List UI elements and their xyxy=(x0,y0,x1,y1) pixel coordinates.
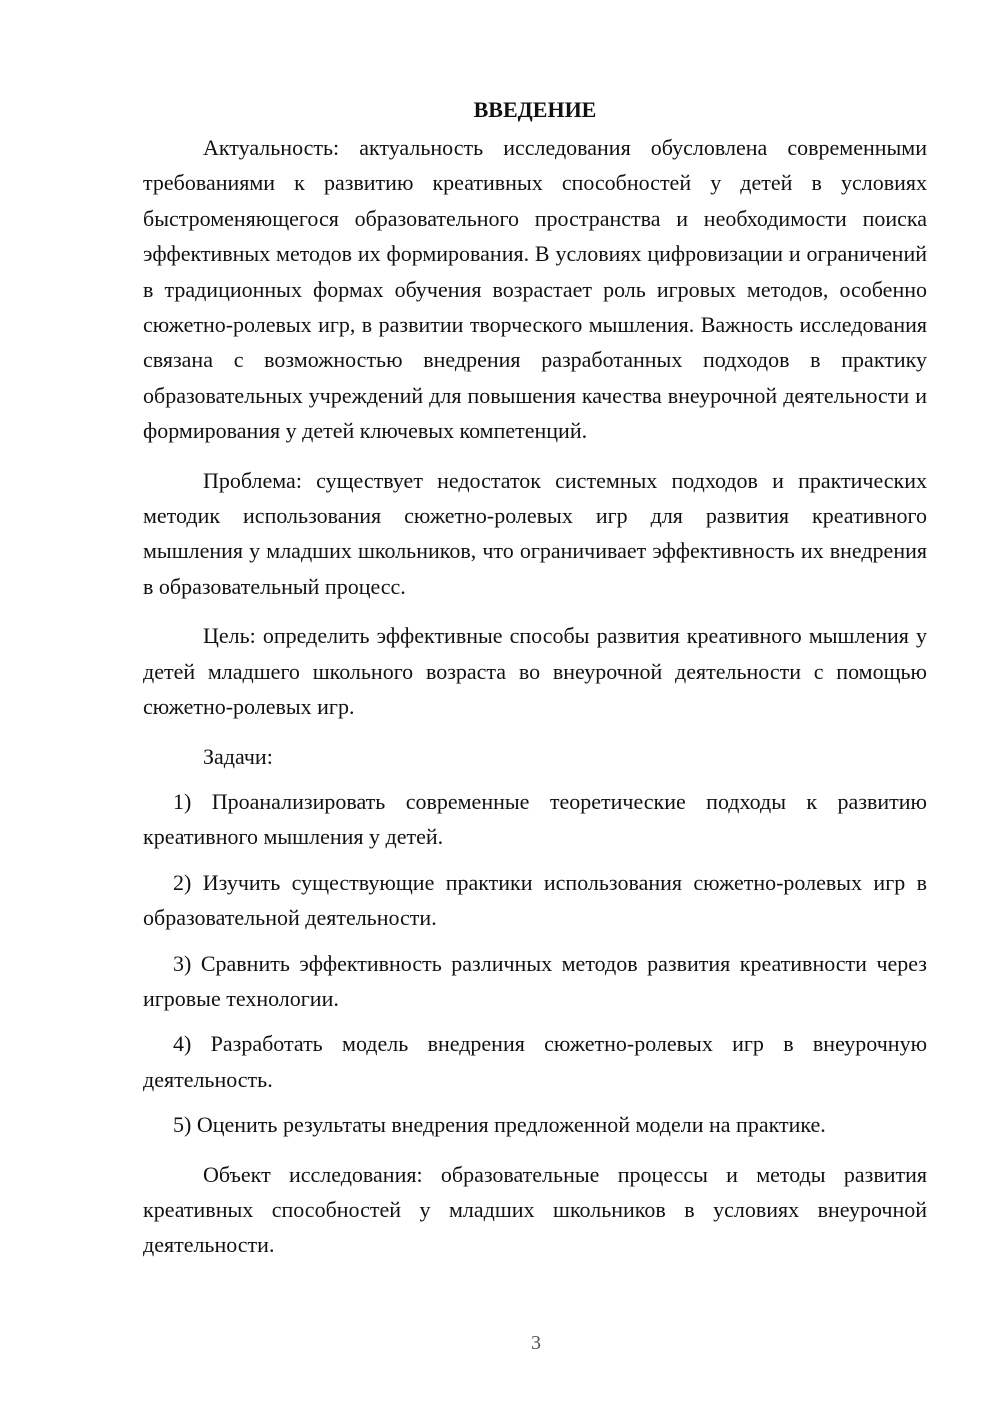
relevance-paragraph: Актуальность: актуальность исследования обусловлена современными требованиями к развитию креативных способностей у детей в условиях быстроменяющегося образовательного пространства и необходимости поиска эффективных методов их формирования. В условиях цифровизации и ограничений в традиционных формах обучения возрастает роль игровых методов, особенно сюжетно-ролевых игр, в развитии творческого мышления. Важность исследования связана с возможностью внедрения разработанных подходов в практику образовательных учреждений для повышения качества внеурочной деятельности и формирования у детей ключевых компетенций. xyxy=(143,135,927,444)
document-page xyxy=(143,94,927,1263)
task-item-2: 2) Изучить существующие практики использования сюжетно-ролевых игр в образовательной деятельности. xyxy=(143,869,927,931)
task-item-5: 5) Оценить результаты внедрения предложенной модели на практике. xyxy=(173,1112,826,1138)
problem-paragraph: Проблема: существует недостаток системных подходов и практических методик использования сюжетно-ролевых игр для развития креативного мышления у младших школьников, что ограничивает эффективность их внедрения в образовательный процесс. xyxy=(143,467,927,599)
task-item-3: 3) Сравнить эффективность различных методов развития креативности через игровые технологии. xyxy=(143,950,927,1011)
tasks-heading: Задачи: xyxy=(203,743,273,769)
task-item-1: 1) Проанализировать современные теоретические подходы к развитию креативного мышления у детей. xyxy=(143,788,927,850)
object-paragraph: Объект исследования: образовательные процессы и методы развития креативных способностей у младших школьников в условиях внеурочной деятельности. xyxy=(143,1161,927,1258)
section-title: ВВЕДЕНИЕ xyxy=(473,97,597,122)
page-number: 3 xyxy=(531,1332,541,1354)
task-item-4: 4) Разработать модель внедрения сюжетно-ролевых игр в внеурочную деятельность. xyxy=(143,1031,927,1092)
goal-paragraph: Цель: определить эффективные способы развития креативного мышления у детей младшего школьного возраста во внеурочной деятельности с помощью сюжетно-ролевых игр. xyxy=(143,623,927,720)
